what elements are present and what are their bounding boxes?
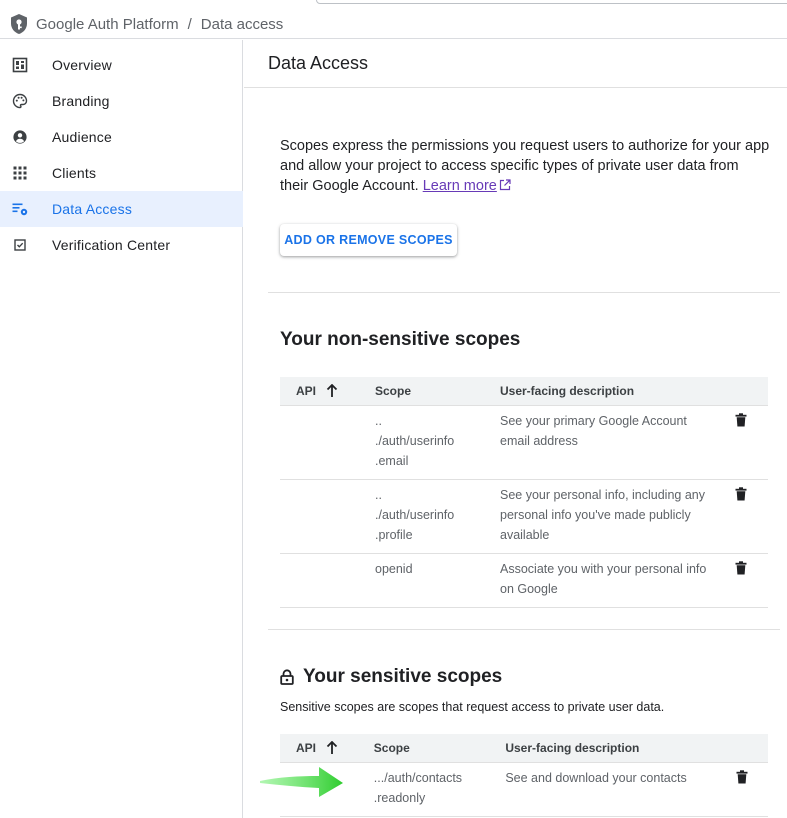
- breadcrumb-product[interactable]: Google Auth Platform: [36, 16, 179, 33]
- non-sensitive-scopes-title: Your non-sensitive scopes: [280, 329, 521, 350]
- annotation-arrow-icon: [259, 764, 345, 798]
- column-header-scope: Scope: [374, 734, 506, 762]
- learn-more-link[interactable]: [423, 178, 497, 194]
- apps-grid-icon: [12, 165, 28, 181]
- sidebar-item-overview[interactable]: [0, 47, 243, 83]
- scope-line: .email: [375, 453, 409, 468]
- scope-line: .profile: [375, 527, 413, 542]
- main-content: [244, 40, 787, 818]
- learn-more-label: Learn more: [422, 178, 497, 194]
- title-divider: [244, 87, 787, 88]
- column-header-api[interactable]: [280, 734, 374, 762]
- table-row: [280, 405, 768, 479]
- list-settings-icon: [12, 201, 28, 217]
- column-header-actions: [721, 734, 768, 762]
- shield-key-icon: [9, 13, 29, 35]
- top-bar: [0, 0, 787, 39]
- sidebar-item-verification-center[interactable]: [0, 227, 243, 263]
- section-divider: [268, 292, 780, 293]
- column-header-api-label: API: [296, 740, 317, 755]
- lock-icon: [280, 669, 294, 685]
- cell-api: [280, 479, 375, 553]
- sensitive-scopes-subtitle: Sensitive scopes are scopes that request access to private user data.: [280, 700, 665, 714]
- sidebar-item-data-access[interactable]: [0, 191, 243, 227]
- table-header-row: [280, 734, 768, 762]
- breadcrumb-separator: /: [187, 16, 192, 33]
- sensitive-scopes-heading: [280, 666, 502, 688]
- page-title: Data Access: [268, 53, 369, 73]
- dashboard-icon: [12, 57, 28, 73]
- search-box-edge[interactable]: [316, 0, 787, 4]
- scope-line: ./auth/userinfo: [375, 433, 455, 448]
- delete-icon[interactable]: [735, 413, 747, 427]
- intro-text: Scopes express the permissions you request users to authorize for your app and allow your project to access specific types of private user data from their Google Account.: [280, 138, 770, 194]
- sidebar-item-branding[interactable]: [0, 83, 243, 119]
- sidebar-item-audience[interactable]: [0, 119, 243, 155]
- sidebar-item-label: Verification Center: [52, 237, 171, 253]
- table-header-row: [280, 377, 768, 405]
- intro-paragraph: [280, 136, 770, 196]
- table-row: [280, 762, 768, 816]
- scope-line: ./auth/userinfo: [375, 507, 455, 522]
- cell-scope: [374, 762, 506, 816]
- cell-api: [280, 553, 375, 607]
- scope-line: openid: [375, 561, 413, 576]
- sort-arrow-up-icon[interactable]: [326, 384, 338, 398]
- cell-scope: [375, 405, 500, 479]
- sidebar-item-label: Branding: [52, 93, 110, 109]
- external-link-icon[interactable]: [499, 179, 511, 191]
- sidebar: [0, 40, 243, 818]
- scope-line: ..: [375, 487, 382, 502]
- cell-scope: [375, 553, 500, 607]
- delete-icon[interactable]: [735, 487, 747, 501]
- non-sensitive-scopes-table: [280, 377, 768, 608]
- cell-description: See and download your contacts: [505, 762, 720, 816]
- sensitive-scopes-table: [280, 734, 768, 817]
- sidebar-item-clients[interactable]: [0, 155, 243, 191]
- sidebar-item-label: Data Access: [52, 201, 133, 217]
- checkbox-badge-icon: [12, 237, 28, 253]
- column-header-description: User-facing description: [500, 377, 720, 405]
- sort-arrow-up-icon[interactable]: [326, 741, 338, 755]
- breadcrumb: [36, 16, 283, 33]
- cell-description: Associate you with your personal info on Google: [500, 553, 720, 607]
- delete-icon[interactable]: [736, 770, 748, 784]
- scope-line: ..: [375, 413, 382, 428]
- delete-icon[interactable]: [735, 561, 747, 575]
- scope-line: .../auth/contacts: [373, 770, 463, 785]
- breadcrumb-current: Data access: [200, 16, 284, 33]
- cell-description: See your personal info, including any personal info you've made publicly available: [500, 479, 720, 553]
- sidebar-item-label: Clients: [52, 165, 97, 181]
- add-remove-scopes-button[interactable]: ADD OR REMOVE SCOPES: [280, 224, 457, 256]
- section-divider: [268, 629, 780, 630]
- column-header-actions: [720, 377, 768, 405]
- cell-description: See your primary Google Account email address: [500, 405, 720, 479]
- column-header-api[interactable]: [280, 377, 375, 405]
- sidebar-item-label: Audience: [52, 129, 112, 145]
- column-header-scope: Scope: [375, 377, 500, 405]
- sidebar-item-label: Overview: [52, 57, 112, 73]
- table-row: [280, 553, 768, 607]
- table-row: [280, 479, 768, 553]
- column-header-description: User-facing description: [505, 734, 720, 762]
- column-header-api-label: API: [296, 383, 317, 398]
- scope-line: .readonly: [373, 790, 426, 805]
- cell-api: [280, 405, 375, 479]
- cell-scope: [375, 479, 500, 553]
- person-circle-icon: [12, 129, 28, 145]
- palette-icon: [12, 93, 28, 109]
- non-sensitive-scopes-heading: [280, 329, 520, 351]
- sensitive-scopes-title: Your sensitive scopes: [303, 666, 503, 687]
